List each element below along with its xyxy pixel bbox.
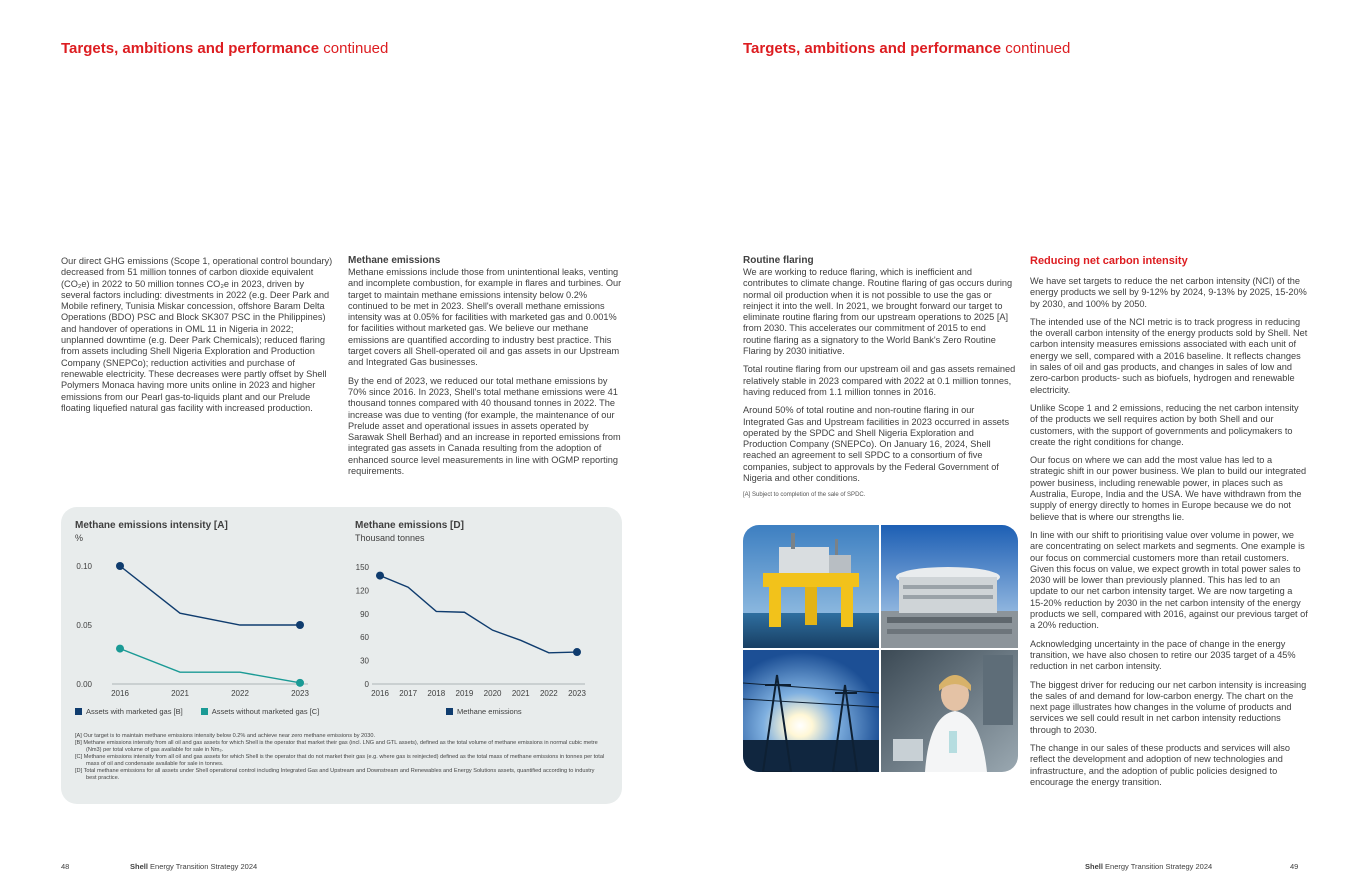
gas-facility-photo bbox=[881, 525, 1018, 648]
nci-heading: Reducing net carbon intensity bbox=[1030, 255, 1188, 267]
photo-collage-svg bbox=[743, 525, 1018, 772]
chart2-ytick-2: 60 bbox=[360, 633, 369, 643]
nci-paragraph-1: We have set targets to reduce the net carbon intensity (NCI) of the energy products we sell by 9-12% by 2024, 9-13% by 2025, 15-20% by 2030, and 100% by 2050. bbox=[1030, 276, 1307, 309]
chart1-series-0-line bbox=[120, 566, 300, 625]
lab-scientist-photo bbox=[881, 650, 1018, 772]
chart2-xtick-7: 2023 bbox=[568, 689, 586, 698]
legend-label-marketed: Assets with marketed gas [B] bbox=[86, 707, 183, 716]
chart2-ytick-5: 150 bbox=[355, 563, 369, 572]
heading-bold: Targets, ambitions and performance bbox=[743, 40, 1002, 57]
right-page-heading bbox=[743, 40, 1070, 57]
heading-continued: continued bbox=[323, 40, 389, 57]
legend-swatch-unmarketed bbox=[201, 708, 208, 715]
chart1-series-0-point-0 bbox=[116, 562, 124, 570]
right-footer-brand: Shell bbox=[1085, 862, 1103, 871]
photo-collage bbox=[743, 525, 1018, 772]
chart-note-a: [A] Our target is to maintain methane emissions intensity below 0.2% and achieve near zero methane emissions by 2030. bbox=[75, 733, 376, 739]
chart1-title: Methane emissions intensity [A] bbox=[75, 520, 228, 531]
chart2-ytick-1: 30 bbox=[360, 656, 369, 666]
chart1-xtick-1: 2021 bbox=[171, 689, 189, 698]
chart2-xtick-2: 2018 bbox=[427, 689, 446, 698]
chart1-ytick-0: 0.00 bbox=[76, 680, 92, 689]
chart1-series-1-point-0 bbox=[116, 645, 124, 653]
chart1-ytick-2: 0.10 bbox=[76, 562, 92, 571]
legend-swatch-methane bbox=[446, 708, 453, 715]
chart2-xtick-4: 2020 bbox=[483, 689, 502, 698]
chart2-xtick-3: 2019 bbox=[455, 689, 474, 698]
right-page-number: 49 bbox=[1290, 862, 1299, 871]
left-footer-title bbox=[130, 862, 257, 871]
intro-column bbox=[61, 256, 334, 421]
nci-paragraph-2: The intended use of the NCI metric is to track progress in reducing the overall carbon intensity of the energy products sold by Shell. Net carbon intensity measures emissions associated with each unit of energy we sell, compared with a 2016 baseline. It reflects changes in sales of oil and gas products, and changes in sales of low and zero-carbon products- such as biofuels, hydrogen and renewable electricity. bbox=[1030, 316, 1308, 395]
right-footer-doc: Energy Transition Strategy 2024 bbox=[1105, 862, 1213, 871]
methane-charts-panel bbox=[61, 507, 622, 804]
methane-column bbox=[348, 255, 624, 484]
chart2-xtick-5: 2021 bbox=[511, 689, 530, 698]
chart2-ytick-4: 120 bbox=[355, 586, 369, 596]
chart1-legend bbox=[75, 707, 319, 716]
power-lines-photo bbox=[743, 650, 879, 772]
nci-paragraph-4: Our focus on where we can add the most value has led to a strategic shift in our power business. We plan to build our integrated power business, including renewable power, in places such as Australia, Europe, India and the USA. We have withdrawn from the supply of energy directly to homes in Europe because we do not believe that is where our strengths lie. bbox=[1030, 455, 1307, 522]
chart2-xtick-0: 2016 bbox=[371, 689, 389, 698]
chart1-ytick-1: 0.05 bbox=[76, 621, 92, 630]
chart2-ytick-3: 90 bbox=[360, 609, 369, 619]
offshore-platform-photo bbox=[743, 525, 879, 648]
methane-heading: Methane emissions bbox=[348, 255, 441, 266]
methane-paragraph-2: By the end of 2023, we reduced our total methane emissions by 70% since 2016. In 2023, Shell's total methane emissions were 41 thousand tonnes compared with 40 thousand tonnes in 2022. The increase was due to venting (for example, the maintenance of our Prelude asset and operational issues in assets operated by Sarawak Shell Berhad) and an increase in reported emissions from integrated gas assets in Canada resulting from the adoption of enhanced source level measurements in line with OGMP reporting requirements. bbox=[348, 375, 621, 477]
heading-continued: continued bbox=[1005, 40, 1071, 57]
chart2-xtick-1: 2017 bbox=[399, 689, 418, 698]
left-footer-brand: Shell bbox=[130, 862, 148, 871]
chart1-unit: % bbox=[75, 533, 84, 543]
chart2-series-0-point-7 bbox=[573, 648, 581, 656]
methane-paragraph-1: Methane emissions include those from unintentional leaks, venting and incomplete combustion, for example in flares and turbines. Our target to maintain methane emissions intensity below 0.2% continued to be met in 2023. Shell's overall methane emissions intensity was at 0.05% for facilities with marketed gas and 0.001% for facilities without marketed gas. We believe our methane emissions are quantified according to industry best practice. This target covers all Shell-operated oil and gas assets in our Upstream and Integrated Gas businesses. bbox=[348, 267, 622, 368]
chart1-xtick-0: 2016 bbox=[111, 689, 129, 698]
left-footer-doc: Energy Transition Strategy 2024 bbox=[150, 862, 258, 871]
left-page-number: 48 bbox=[61, 862, 70, 871]
nci-paragraph-6: Acknowledging uncertainty in the pace of change in the energy transition, we have also chosen to retire our 2035 target of a 45% reduction in net carbon intensity. bbox=[1030, 638, 1296, 672]
chart2-ytick-0: 0 bbox=[364, 680, 369, 689]
flaring-paragraph-1: We are working to reduce flaring, which is inefficient and contributes to climate change. Routine flaring of gas occurs during normal oil production when it is not possible to use the gas or reinject it into the well. In 2021, we brought forward our target to eliminate routine flaring from our upstream operations to 2025 [A] from 2030. This accelerates our commitment of 2015 to end routine flaring as a signatory to the World Bank's Zero Routine Flaring by 2030 initiative. bbox=[743, 267, 1013, 357]
legend-label-methane: Methane emissions bbox=[457, 707, 522, 716]
chart2-xtick-6: 2022 bbox=[539, 689, 558, 698]
chart2-title: Methane emissions [D] bbox=[355, 520, 464, 531]
legend-label-unmarketed: Assets without marketed gas [C] bbox=[211, 707, 320, 716]
chart2-series-0-line bbox=[380, 576, 577, 653]
nci-column bbox=[1030, 255, 1308, 795]
heading-bold: Targets, ambitions and performance bbox=[61, 40, 320, 57]
nci-paragraph-7: The biggest driver for reducing our net carbon intensity is increasing the sales of and demand for low-carbon energy. The chart on the next page illustrates how changes in the volume of products and services we sell could result in net carbon intensity reductions through to 2030. bbox=[1030, 679, 1307, 735]
flaring-footnote: [A] Subject to completion of the sale of SPDC. bbox=[743, 492, 866, 499]
chart-note-d: [D] Total methane emissions for all assets under Shell operational control including Integrated Gas and Upstream and Downstream and Renewables and Energy Solutions assets, quantified according to industry best practice. bbox=[75, 768, 595, 781]
intro-paragraph: Our direct GHG emissions (Scope 1, operational control boundary) decreased from 51 million tonnes of carbon dioxide equivalent (CO₂e) in 2022 to 50 million tonnes CO₂e in 2023, driven by several factors including: divestments in 2022 (e.g. Deer Park and Mobile refinery, Tunisia Miskar concession, offshore Baram Delta Operations (BDO) PSC and Block SK307 PSC in the Philippines) and handover of operations in OML 11 in Nigeria in 2022; unplanned downtime (e.g. Deer Park Chemicals); reduced flaring from assets including Shell Nigeria Exploration and Production Company (SNEPCo); reduction activities and purchase of renewable electricity. These decreases were partly offset by Shell Polymers Monaca having more units online in 2023 and higher emissions from our Pearl gas-to-liquids plant and our Prelude floating liquefied natural gas facility with increased production. bbox=[61, 256, 333, 413]
chart1-series-1-point-3 bbox=[296, 679, 304, 687]
left-page-heading bbox=[61, 40, 388, 57]
flaring-heading: Routine flaring bbox=[743, 255, 814, 266]
flaring-paragraph-3: Around 50% of total routine and non-routine flaring in our Integrated Gas and Upstream facilities in 2023 occurred in assets operated by the SPDC and Shell Nigeria Exploration and Production Company (SNEPCo). On January 16, 2024, Shell reached an agreement to sell SPDC to a consortium of five companies, subject to approvals by the Federal Government of Nigeria and other conditions. bbox=[743, 405, 1010, 484]
right-footer-title bbox=[1085, 862, 1212, 871]
nci-paragraph-3: Unlike Scope 1 and 2 emissions, reducing the net carbon intensity of the products we sell requires action by both Shell and our customers, with the support of governments and policymakers to create the right conditions for change. bbox=[1030, 402, 1299, 447]
chart2-unit: Thousand tonnes bbox=[355, 533, 425, 543]
chart-footnotes bbox=[75, 733, 605, 782]
chart-note-b: [B] Methane emissions intensity from all oil and gas assets for which Shell is the operator that market their gas (incl. LNG and GTL assets), defined as the total volume of methane emissions in normal cubic metre (Nm3) per total volume of gas available for sale in Nm₃. bbox=[75, 740, 598, 753]
chart-note-c: [C] Methane emissions intensity from all oil and gas assets for which Shell is the operator that do not market their gas (e.g. where gas is reinjected) defined as the total mass of methane emissions in tonnes per total mass of oil and condensate available for sale in tonnes. bbox=[75, 754, 605, 767]
legend-swatch-marketed bbox=[75, 708, 82, 715]
chart1-series-1-line bbox=[120, 649, 300, 683]
flaring-column bbox=[743, 255, 1016, 499]
chart2-legend bbox=[446, 707, 522, 716]
chart1-series-0-point-3 bbox=[296, 621, 304, 629]
chart1-xtick-2: 2022 bbox=[231, 689, 249, 698]
nci-paragraph-8: The change in our sales of these products and services will also reflect the development and adoption of new technologies and infrastructure, and the adoption of public policies designed to encourage the energy transition. bbox=[1030, 742, 1290, 787]
nci-paragraph-5: In line with our shift to prioritising value over volume in power, we are concentrating on select markets and segments. One example is our focus on commercial customers more than retail customers. Given this focus on value, we expect growth in total power sales to 2030 will be lower than previously planned. This has led to an update to our net carbon intensity target. We are now targeting a 15-20% reduction by 2030 in the net carbon intensity of the energy products we sell, compared with 2016, against our previous target of a 20% reduction. bbox=[1030, 529, 1308, 631]
flaring-paragraph-2: Total routine flaring from our upstream oil and gas assets remained relatively stable in 2023 compared with 2022 at 0.1 million tonnes, having reduced from 1.1 million tonnes in 2016. bbox=[743, 364, 1016, 397]
chart1-xtick-3: 2023 bbox=[291, 689, 309, 698]
charts-svg bbox=[61, 507, 622, 717]
chart2-series-0-point-0 bbox=[376, 572, 384, 580]
